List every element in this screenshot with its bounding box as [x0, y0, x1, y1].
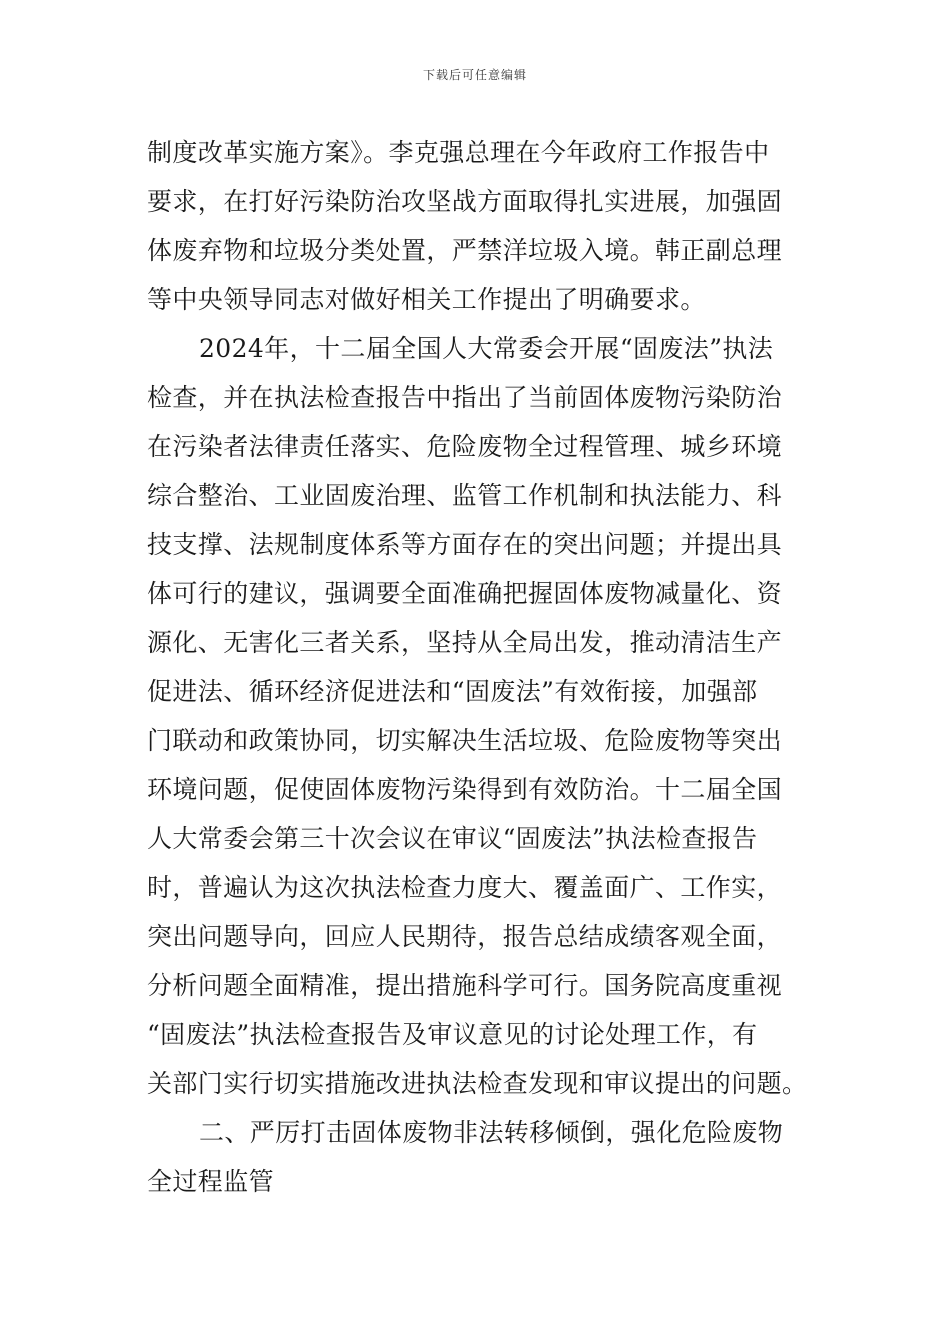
text-line: 综合整治、工业固废治理、监管工作机制和执法能力、科 — [147, 481, 783, 510]
section-heading-continued: 全过程监管 — [147, 1167, 275, 1196]
text-line: “固废法”执法检查报告及审议意见的讨论处理工作，有 — [147, 1020, 758, 1049]
text-line: 技支撑、法规制度体系等方面存在的突出问题；并提出具 — [147, 530, 783, 559]
paragraph-first-line: 2024年，十二届全国人大常委会开展“固废法”执法 — [199, 334, 774, 363]
text-line: 体废弃物和垃圾分类处置，严禁洋垃圾入境。韩正副总理 — [147, 236, 783, 265]
text-line: 分析问题全面精准，提出措施科学可行。国务院高度重视 — [147, 971, 783, 1000]
text-line: 体可行的建议，强调要全面准确把握固体废物减量化、资 — [147, 579, 783, 608]
text-line: 时，普遍认为这次执法检查力度大、覆盖面广、工作实， — [147, 873, 783, 902]
text-line: 在污染者法律责任落实、危险废物全过程管理、城乡环境 — [147, 432, 783, 461]
section-heading: 二、严厉打击固体废物非法转移倾倒，强化危险废物 — [199, 1118, 784, 1147]
text-line: 要求，在打好污染防治攻坚战方面取得扎实进展，加强固 — [147, 187, 783, 216]
text-line: 制度改革实施方案》。李克强总理在今年政府工作报告中 — [147, 138, 770, 167]
document-body — [147, 128, 807, 1206]
text-line: 等中央领导同志对做好相关工作提出了明确要求。 — [147, 285, 706, 314]
text-line: 人大常委会第三十次会议在审议“固废法”执法检查报告 — [147, 824, 758, 853]
text-line: 检查，并在执法检查报告中指出了当前固体废物污染防治 — [147, 383, 783, 412]
text-line: 源化、无害化三者关系，坚持从全局出发，推动清洁生产 — [147, 628, 783, 657]
text-line: 促进法、循环经济促进法和“固废法”有效衔接，加强部 — [147, 677, 758, 706]
text-line: 门联动和政策协同，切实解决生活垃圾、危险废物等突出 — [147, 726, 783, 755]
text-line: 关部门实行切实措施改进执法检查发现和审议提出的问题。 — [147, 1069, 808, 1098]
text-line: 突出问题导向，回应人民期待，报告总结成绩客观全面， — [147, 922, 783, 951]
page-header: 下载后可任意编辑 — [422, 68, 527, 82]
text-line: 环境问题，促使固体废物污染得到有效防治。十二届全国 — [147, 775, 783, 804]
